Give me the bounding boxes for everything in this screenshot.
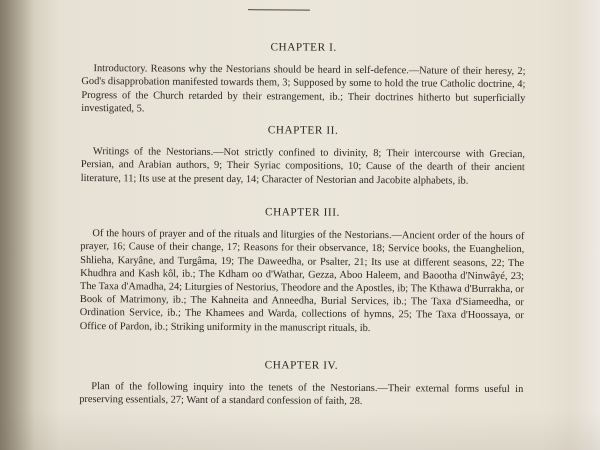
chapter-summary: Introductory. Reasons why the Nestorians should be heard in self-defence.—Nature of their heresy, 2; God's disapprobation manifested towards them, 3; Supposed by some to hold the true Catholic doctrine, 4; Progress of the Church retarded by their estrangement, ib.; Their doctrines hitherto but superficially investigated, 5.	[81, 63, 526, 115]
binding-gutter-shadow	[0, 0, 34, 450]
chapter-section-2	[81, 123, 525, 188]
chapter-summary: Of the hours of prayer and of the rituals and liturgies of the Nestorians.—Ancient order of the hours of prayer, 16; Cause of their change, 17; Reasons for their observance, 18; Service books, the Euanghelion, Shlieha, Karyâne, and Turgâma, 19; The Daweedha, or Psalter, 21; Its use at different seasons, 22; The Khudhra and Kash kôl, ib.; The Kdham oo d'Wathar, Gezza, Aboo Haleem, and Baootha d'Ninwâyé, 23; The Taxa d'Amadha, 24; Liturgies of Nestorius, Theodore and the Apostles, ib; The Kthawa d'Burrakha, or Book of Matrimony, ib.; The Kahneita and Anneedha, Burial Services, ib.; The Taxa d'Siameedha, or Ordination Service, ib.; The Khamees and Warda, collections of hymns, 25; The Taxa d'Hoossaya, or Office of Pardon, ib.; Striking uniformity in the manuscript rituals, ib.	[79, 228, 525, 334]
chapter-summary: Plan of the following inquiry into the tenets of the Nestorians.—Their external forms useful in preserving essentials, 27; Want of a standard confession of faith, 28.	[79, 381, 524, 408]
page-edge-highlight	[570, 0, 600, 450]
top-rule-divider	[248, 9, 310, 10]
chapter-section-3	[80, 205, 525, 336]
chapter-heading: CHAPTER II.	[267, 124, 339, 137]
chapter-section-4	[79, 358, 523, 410]
chapter-heading: CHAPTER I.	[270, 41, 337, 54]
page-text-block	[79, 0, 526, 450]
chapter-heading: CHAPTER IV.	[264, 359, 339, 372]
chapter-section-1	[81, 40, 526, 118]
chapter-heading: CHAPTER III.	[264, 206, 341, 219]
chapter-summary: Writings of the Nestorians.—Not strictly confined to divinity, 8; Their intercourse with Grecian, Persian, and Arabian authors, 9; Their Syriac compositions, 10; Cause of the dearth of their ancient literature, 11; Its use at the present day, 14; Character of Nestorian and Jacobite alphabets, ib.	[80, 146, 525, 187]
